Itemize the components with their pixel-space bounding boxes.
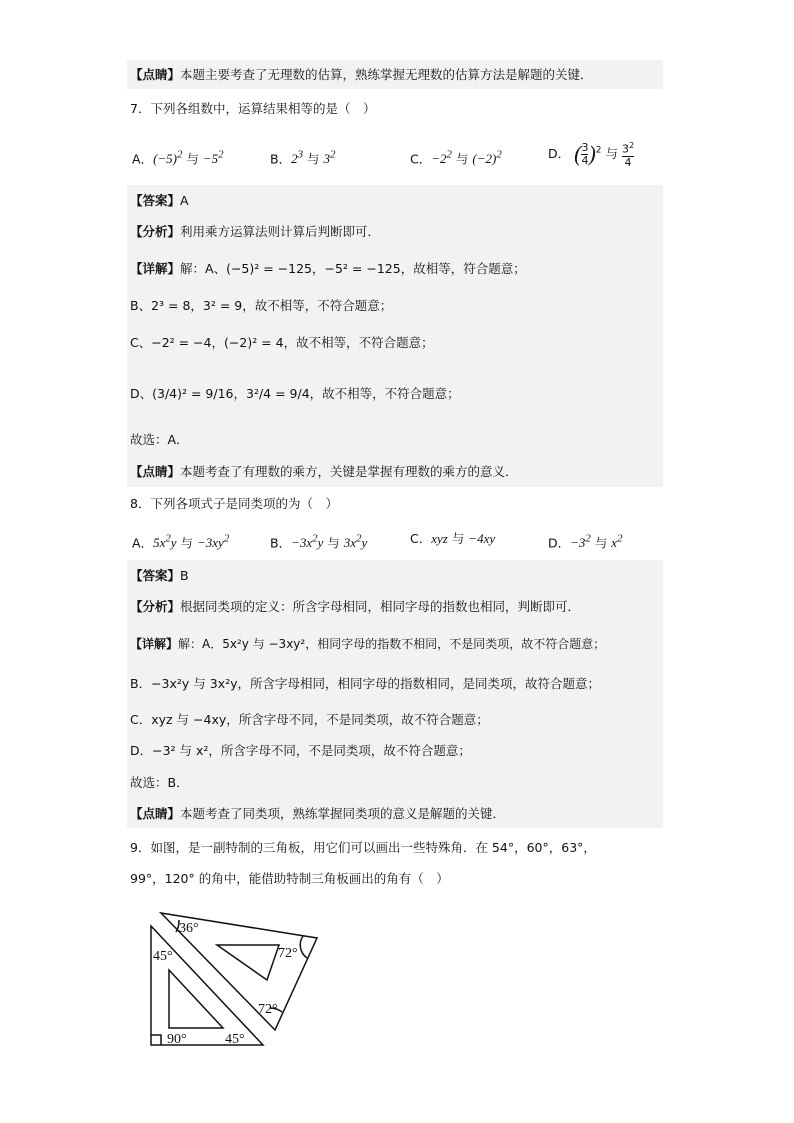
- q8-stem: 8．下列各项式子是同类项的为（ ）: [130, 496, 338, 511]
- q7-option-d: D． ( $\frac{3}{4}$ )$^2$ 与 $\frac{3^2}{4}$: [548, 140, 635, 169]
- q7-option-a: A．$(-5)^2$ 与 $-5^2$: [132, 149, 224, 167]
- q8-detail: 【详解】解：A．5x²y 与 −3xy²，相同字母的指数不相同，不是同类项，故不符合题意；: [130, 637, 606, 651]
- q8-choose: 故选：B．: [130, 775, 189, 790]
- label-72-top: 72°: [278, 946, 298, 961]
- q8-c-line: C．xyz 与 −4xy，所含字母不同，不是同类项，故不符合题意；: [130, 712, 489, 727]
- q7-b-line: B、2³ = 8，3² = 9，故不相等，不符合题意；: [130, 298, 393, 313]
- q7-option-b: B．$2^3$ 与 $3^2$: [270, 149, 336, 167]
- label-45-bottom: 45°: [225, 1032, 245, 1047]
- q9-stem-line2: 99°，120° 的角中，能借助特制三角板画出的角有（ ）: [130, 871, 449, 886]
- q8-option-d: D．$-3^2$ 与 $x^2$: [548, 533, 623, 551]
- q8-analysis: 【分析】根据同类项的定义：所含字母相同，相同字母的指数也相同，判断即可．: [130, 599, 581, 614]
- q8-d-line: D．−3² 与 x²，所含字母不同，不是同类项，故不符合题意；: [130, 743, 471, 758]
- label-72-bottom: 72°: [258, 1002, 278, 1017]
- q8-answer: 【答案】B: [130, 568, 189, 583]
- q7-c-line: C、−2² = −4，(−2)² = 4，故不相等，不符合题意；: [130, 335, 434, 350]
- label-90: 90°: [167, 1032, 187, 1047]
- triangle-set-figure: [145, 908, 325, 1053]
- q8-comment: 【点睛】本题考查了同类项，熟练掌握同类项的意义是解题的关键．: [130, 806, 506, 821]
- q9-stem-line1: 9．如图，是一副特制的三角板，用它们可以画出一些特殊角．在 54°，60°，63°，: [130, 840, 596, 855]
- label-45-left: 45°: [153, 949, 173, 964]
- label-36: 36°: [179, 921, 199, 936]
- q7-comment: 【点睛】本题考查了有理数的乘方，关键是掌握有理数的乘方的意义．: [130, 464, 518, 479]
- top-comment: 【点睛】本题主要考查了无理数的估算，熟练掌握无理数的估算方法是解题的关键．: [130, 67, 593, 82]
- q7-analysis: 【分析】利用乘方运算法则计算后判断即可．: [130, 224, 381, 239]
- q8-option-b: B．$-3x^2y$ 与 $3x^2y$: [270, 533, 368, 551]
- q7-stem: 7．下列各组数中，运算结果相等的是（ ）: [130, 101, 376, 116]
- q7-option-c: C．$-2^2$ 与 $(-2)^2$: [410, 149, 502, 167]
- q7-choose: 故选：A．: [130, 432, 189, 447]
- q7-answer: 【答案】A: [130, 193, 189, 208]
- q7-d-line: D、(3/4)² = 9/16，3²/4 = 9/4，故不相等，不符合题意；: [130, 386, 460, 401]
- q8-option-c: C．xyz 与 −4xy: [410, 531, 496, 546]
- q7-detail: 【详解】解：A、(−5)² = −125，−5² = −125，故相等，符合题意；: [130, 261, 526, 276]
- q8-option-a: A．$5x^2y$ 与 $-3xy^2$: [132, 533, 230, 551]
- q8-b-line: B．−3x²y 与 3x²y，所含字母相同，相同字母的指数相同，是同类项，故符合题意；: [130, 676, 601, 691]
